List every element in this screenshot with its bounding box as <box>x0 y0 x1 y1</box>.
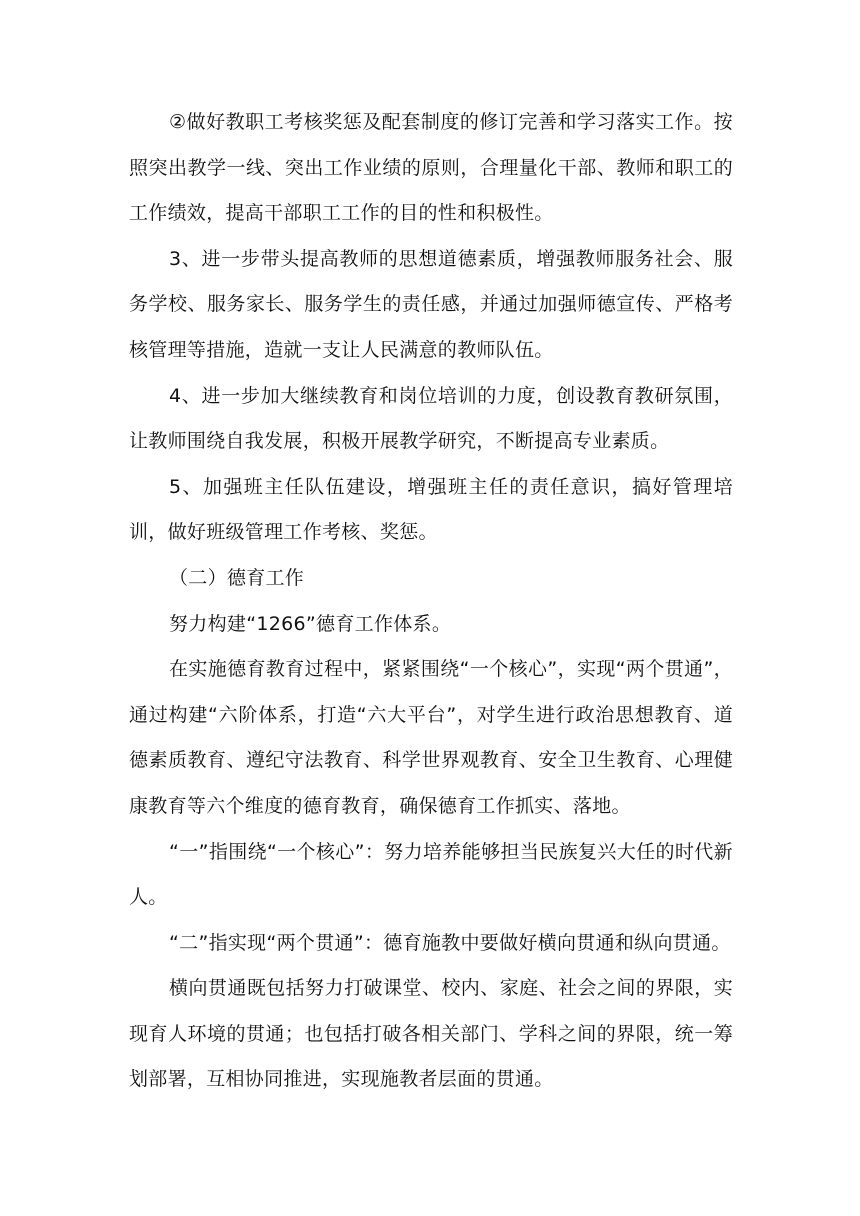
document-body <box>129 100 733 1103</box>
paragraph-class-teacher: 5、加强班主任队伍建设，增强班主任的责任意识，搞好管理培训，做好班级管理工作考核、奖惩。 <box>129 475 733 544</box>
section-heading-moral-education: （二）德育工作 <box>169 566 305 589</box>
paragraph-moral-education-process: 在实施德育教育过程中，紧紧围绕“一个核心”，实现“两个贯通”，通过构建“六阶体系，打造“六大平台”，对学生进行政治思想教育、道德素质教育、遵纪守法教育、科学世界观教育、安全卫生教育、心理健康教育等六个维度的德育教育，确保德育工作抓实、落地。 <box>129 658 733 817</box>
paragraph-one-core: “一”指围绕“一个核心”：努力培养能够担当民族复兴大任的时代新人。 <box>129 840 733 909</box>
paragraph-1266-system: 努力构建“1266”德育工作体系。 <box>169 612 452 635</box>
paragraph-two-connections: “二”指实现“两个贯通”：德育施教中要做好横向贯通和纵向贯通。 <box>169 931 731 954</box>
paragraph-continuing-education: 4、进一步加大继续教育和岗位培训的力度，创设教育教研氛围，让教师围绕自我发展，积极开展教学研究，不断提高专业素质。 <box>129 384 733 453</box>
paragraph-teacher-ethics: 3、进一步带头提高教师的思想道德素质，增强教师服务社会、服务学校、服务家长、服务学生的责任感，并通过加强师德宣传、严格考核管理等措施，造就一支让人民满意的教师队伍。 <box>129 247 733 361</box>
paragraph-horizontal-connection: 横向贯通既包括努力打破课堂、校内、家庭、社会之间的界限，实现育人环境的贯通；也包括打破各相关部门、学科之间的界限，统一筹划部署，互相协同推进，实现施教者层面的贯通。 <box>129 977 733 1091</box>
paragraph-teacher-assessment: ②做好教职工考核奖惩及配套制度的修订完善和学习落实工作。按照突出教学一线、突出工作业绩的原则，合理量化干部、教师和职工的工作绩效，提高干部职工工作的目的性和积极性。 <box>129 111 733 225</box>
